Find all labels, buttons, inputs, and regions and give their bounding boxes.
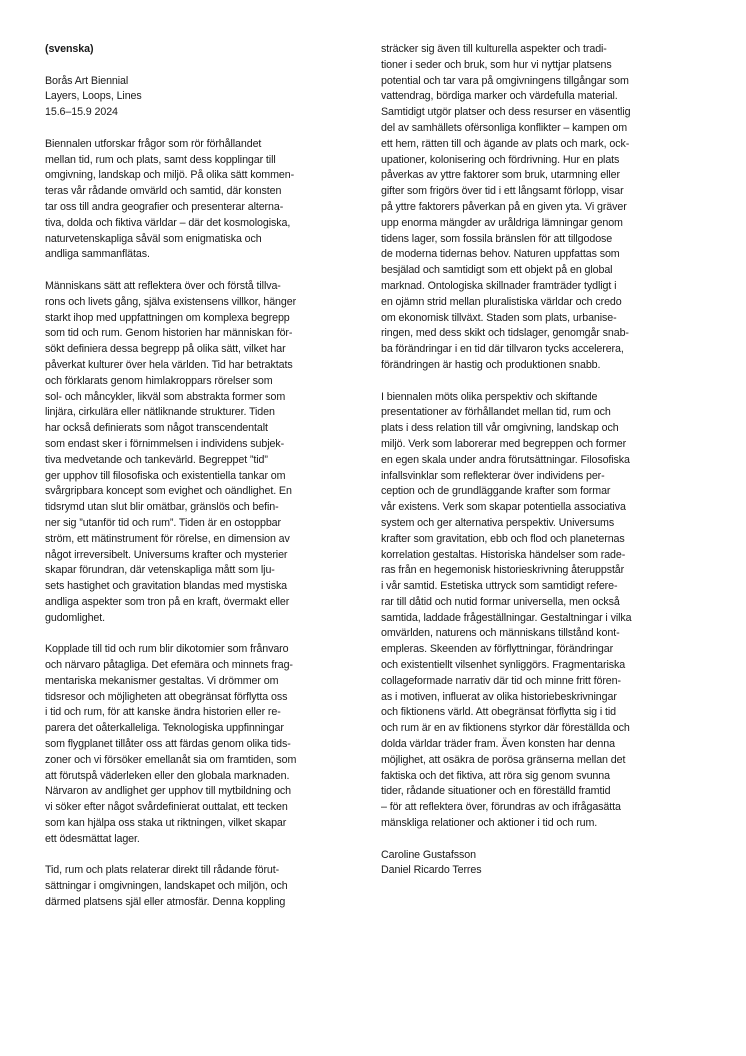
text-line: gudomlighet. — [45, 611, 105, 624]
text-line: de moderna tidernas behov. Naturen uppfattas som — [381, 248, 620, 261]
text-line: svårgripbara koncept som evighet och oändlighet. En — [45, 485, 292, 498]
text-line: collageformade narrativ där tid och minne fritt fören- — [381, 674, 621, 687]
text-line: om ekonomisk tillväxt. Staden som plats, urbanise- — [381, 311, 617, 324]
text-line: krafter som gravitation, ebb och flod och planeternas — [381, 532, 625, 545]
text-line: Människans sätt att reflektera över och förstå tillva- — [45, 279, 281, 292]
text-line: sättningar i omgivningen, landskapet och miljön, och — [45, 880, 288, 893]
text-line: möjlighet, att osäkra de porösa gränserna mellan det — [381, 753, 626, 766]
text-line: och fiktionens värld. Att obegränsat förflytta sig i tid — [381, 706, 616, 719]
text-line: som kan hjälpa oss staka ut riktningen, vilket skapar — [45, 817, 287, 830]
text-line: tiva medvetande och tankevärld. Begreppet ”tid” — [45, 453, 268, 466]
text-line: en ojämn strid mellan pluralistiska världar och credo — [381, 295, 622, 308]
text-line: upp enorma mängder av uråldriga lämningar genom — [381, 216, 623, 229]
text-line: tidens lager, som fossila bränslen för att tillgodose — [381, 232, 613, 245]
event-line: Layers, Loops, Lines — [45, 90, 142, 103]
text-line: ger upphov till filosofiska och existentiella tankar om — [45, 469, 286, 482]
text-line: Kopplade till tid och rum blir dikotomier som frånvaro — [45, 643, 289, 656]
right-body — [381, 42, 699, 832]
text-line: parera det oåterkalleliga. Teknologiska uppfinningar — [45, 722, 284, 735]
text-line: andliga aspekter som tron på en kraft, övermakt eller — [45, 595, 290, 608]
paragraph — [45, 642, 363, 847]
event-info — [45, 74, 363, 121]
left-body — [45, 137, 363, 911]
text-line: starkt ihop med uppfattningen om komplexa begrepp — [45, 311, 290, 324]
text-line: system och ger alternativa perspektiv. Universums — [381, 516, 615, 529]
text-line: ras från en hegemonisk historieskrivning återuppstår — [381, 564, 625, 577]
text-line: mänskliga relationer och aktioner i tid och rum. — [381, 817, 598, 830]
text-line: mentariska mekanismer gestaltas. Vi drömmer om — [45, 674, 279, 687]
text-line: faktiska och det fiktiva, att röra sig genom svunna — [381, 769, 610, 782]
text-line: vi söker efter något svårdefinierat outtalat, ett tecken — [45, 801, 288, 814]
text-line: andliga sammanflätas. — [45, 248, 150, 261]
text-line: ba förändringar i en tid där tillvaron tycks accelerera, — [381, 343, 624, 356]
text-line: plats i dess relation till vår omgivning, landskap och — [381, 422, 619, 435]
text-line: vår existens. Verk som skapar potentiella associativa — [381, 501, 626, 514]
text-line: tidsresor och möjligheten att obegränsat förflytta oss — [45, 690, 288, 703]
text-line: rar till dåtid och nutid formar universella, men också — [381, 595, 620, 608]
text-line: som flygplanet tillåter oss att färdas genom olika tids- — [45, 738, 291, 751]
text-line: förändringen är hastig och produktionen snabb. — [381, 358, 601, 371]
text-line: sökt definiera dessa begrepp på olika sätt, vilket har — [45, 343, 286, 356]
text-line: i tid och rum, för att kanske ändra historien eller re- — [45, 706, 281, 719]
paragraph — [45, 137, 363, 263]
text-line: tider, rådande situationer och en föreställd framtid — [381, 785, 611, 798]
text-line: tioner i seder och bruk, som hur vi nyttjar platsens — [381, 58, 612, 71]
text-line: tiva, dolda och fiktiva världar – där det kosmologiska, — [45, 216, 291, 229]
text-line: och förklarats genom himlakroppars rörelser som — [45, 374, 273, 387]
right-column — [381, 42, 699, 879]
text-line: presentationer av förhållandet mellan tid, rum och — [381, 406, 611, 419]
text-line: gifter som frigörs över tid i ett långsamt förlopp, visar — [381, 185, 624, 198]
text-line: del av samhällets ofërsonliga konflikter – kampen om — [381, 121, 628, 134]
text-line: ner sig ”utanför tid och rum”. Tiden är en ostoppbar — [45, 516, 281, 529]
text-line: en egen skala under andra förutsättningar. Filosofiska — [381, 453, 630, 466]
text-line: linjära, cirkulära eller nätliknande strukturer. Tiden — [45, 406, 275, 419]
text-line: as i motiven, influerat av olika historiebeskrivningar — [381, 690, 617, 703]
text-line: Biennalen utforskar frågor som rör förhållandet — [45, 137, 262, 150]
text-line: påverkas av yttre faktorer som bruk, utarmning eller — [381, 169, 620, 182]
text-line: potential och tar vara på omgivningens tillgångar som — [381, 74, 629, 87]
text-line: sol- och måncykler, likväl som abstrakta former som — [45, 390, 286, 403]
text-line: sträcker sig även till kulturella aspekter och tradi- — [381, 43, 607, 55]
text-line: – för att reflektera över, förundras av och ifrågasätta — [381, 801, 621, 814]
text-line: har också definierats som något transcendentalt — [45, 422, 268, 435]
paragraph — [45, 279, 363, 627]
text-line: omvärlden, naturens och människans tillstånd kont- — [381, 627, 620, 640]
text-line: skapar förundran, där vetenskapliga mått som lju- — [45, 564, 275, 577]
text-line: rons och livets gång, själva existensens villkor, hänger — [45, 295, 297, 308]
text-line: I biennalen möts olika perspektiv och skiftande — [381, 390, 598, 403]
authors — [381, 848, 699, 880]
text-line: och närvaro påtagliga. Det efemära och minnets frag- — [45, 659, 293, 672]
event-line: Borås Art Biennial — [45, 74, 129, 87]
text-line: marknad. Ontologiska skillnader framträder tydligt i — [381, 279, 617, 292]
text-line: på yttre faktorers påverkan på en given yta. Vi gräver — [381, 200, 627, 213]
text-line: omgivning, landskap och miljö. På olika sätt kommen- — [45, 169, 295, 182]
text-line: dolda världar träder fram. Även konsten har denna — [381, 738, 615, 751]
event-line: 15.6–15.9 2024 — [45, 106, 118, 119]
text-line: samtida, laddade frågeställningar. Gestaltningar i vilka — [381, 611, 632, 624]
text-line: ström, ett mätinstrument för rörelse, en dimension av — [45, 532, 290, 545]
text-line: tidsrymd utan slut blir omätbar, gränslös och befin- — [45, 501, 279, 514]
left-column — [45, 42, 363, 911]
text-line: Närvaron av andlighet ger upphov till mytbildning och — [45, 785, 292, 798]
text-line: sets hastighet och gravitation blandas med mystiska — [45, 580, 288, 593]
text-line: vattendrag, bördiga marker och värdefulla material. — [381, 90, 618, 103]
text-line: miljö. Verk som laborerar med begreppen och former — [381, 437, 627, 450]
text-line: och existentiellt vilsenhet synliggörs. Fragmentariska — [381, 659, 626, 672]
text-line: ett hem, rätten till och ägande av plats och mark, ock- — [381, 137, 630, 150]
text-line: ett ödesmättat lager. — [45, 832, 140, 845]
author-name: Daniel Ricardo Terres — [381, 864, 482, 877]
text-line: Samtidigt utgör platser och dess resurser en väsentlig — [381, 106, 631, 119]
text-line: som endast sker i förnimmelsen i individens subjek- — [45, 437, 285, 450]
text-line: ringen, med dess skikt och tidslager, genomgår snab- — [381, 327, 629, 340]
text-line: empleras. Skeenden av förflyttningar, förändringar — [381, 643, 614, 656]
author-name: Caroline Gustafsson — [381, 848, 476, 861]
text-line: i vår samtid. Estetiska uttryck som samtidigt refere- — [381, 580, 618, 593]
text-line: teras vår rådande omvärld och samtid, där konsten — [45, 185, 282, 198]
text-line: därmed platsens själ eller atmosfär. Denna koppling — [45, 896, 286, 909]
paragraph — [381, 42, 699, 374]
text-line: mellan tid, rum och plats, samt dess kopplingar till — [45, 153, 276, 166]
text-line: påverkat kulturer över hela världen. Tid har betraktats — [45, 358, 293, 371]
text-line: något irreversibelt. Universums krafter och mysterier — [45, 548, 288, 561]
paragraph — [381, 390, 699, 832]
text-line: tar oss till andra geografier och presenterar alterna- — [45, 200, 284, 213]
text-line: ception och de grundläggande krafter som formar — [381, 485, 611, 498]
text-line: zoner och vi försöker emellanåt sia om framtiden, som — [45, 753, 297, 766]
text-line: Tid, rum och plats relaterar direkt till rådande förut- — [45, 864, 280, 877]
text-line: naturvetenskapliga såväl som enigmatiska och — [45, 232, 262, 245]
paragraph — [45, 863, 363, 910]
language-heading: (svenska) — [45, 43, 94, 55]
text-line: att förutspå väderleken eller den globala marknaden. — [45, 769, 290, 782]
text-line: upationer, kolonisering och fördrivning. Hur en plats — [381, 153, 620, 166]
text-line: korrelation gestaltas. Historiska händelser som rade- — [381, 548, 626, 561]
text-line: och rum är en av fiktionens styrkor där föreställda och — [381, 722, 630, 735]
text-line: infallsvinklar som reflekterar över individens per- — [381, 469, 605, 482]
text-line: som tid och rum. Genom historien har människan för- — [45, 327, 293, 340]
text-line: besjälad och samtidigt som ett objekt på en global — [381, 264, 613, 277]
